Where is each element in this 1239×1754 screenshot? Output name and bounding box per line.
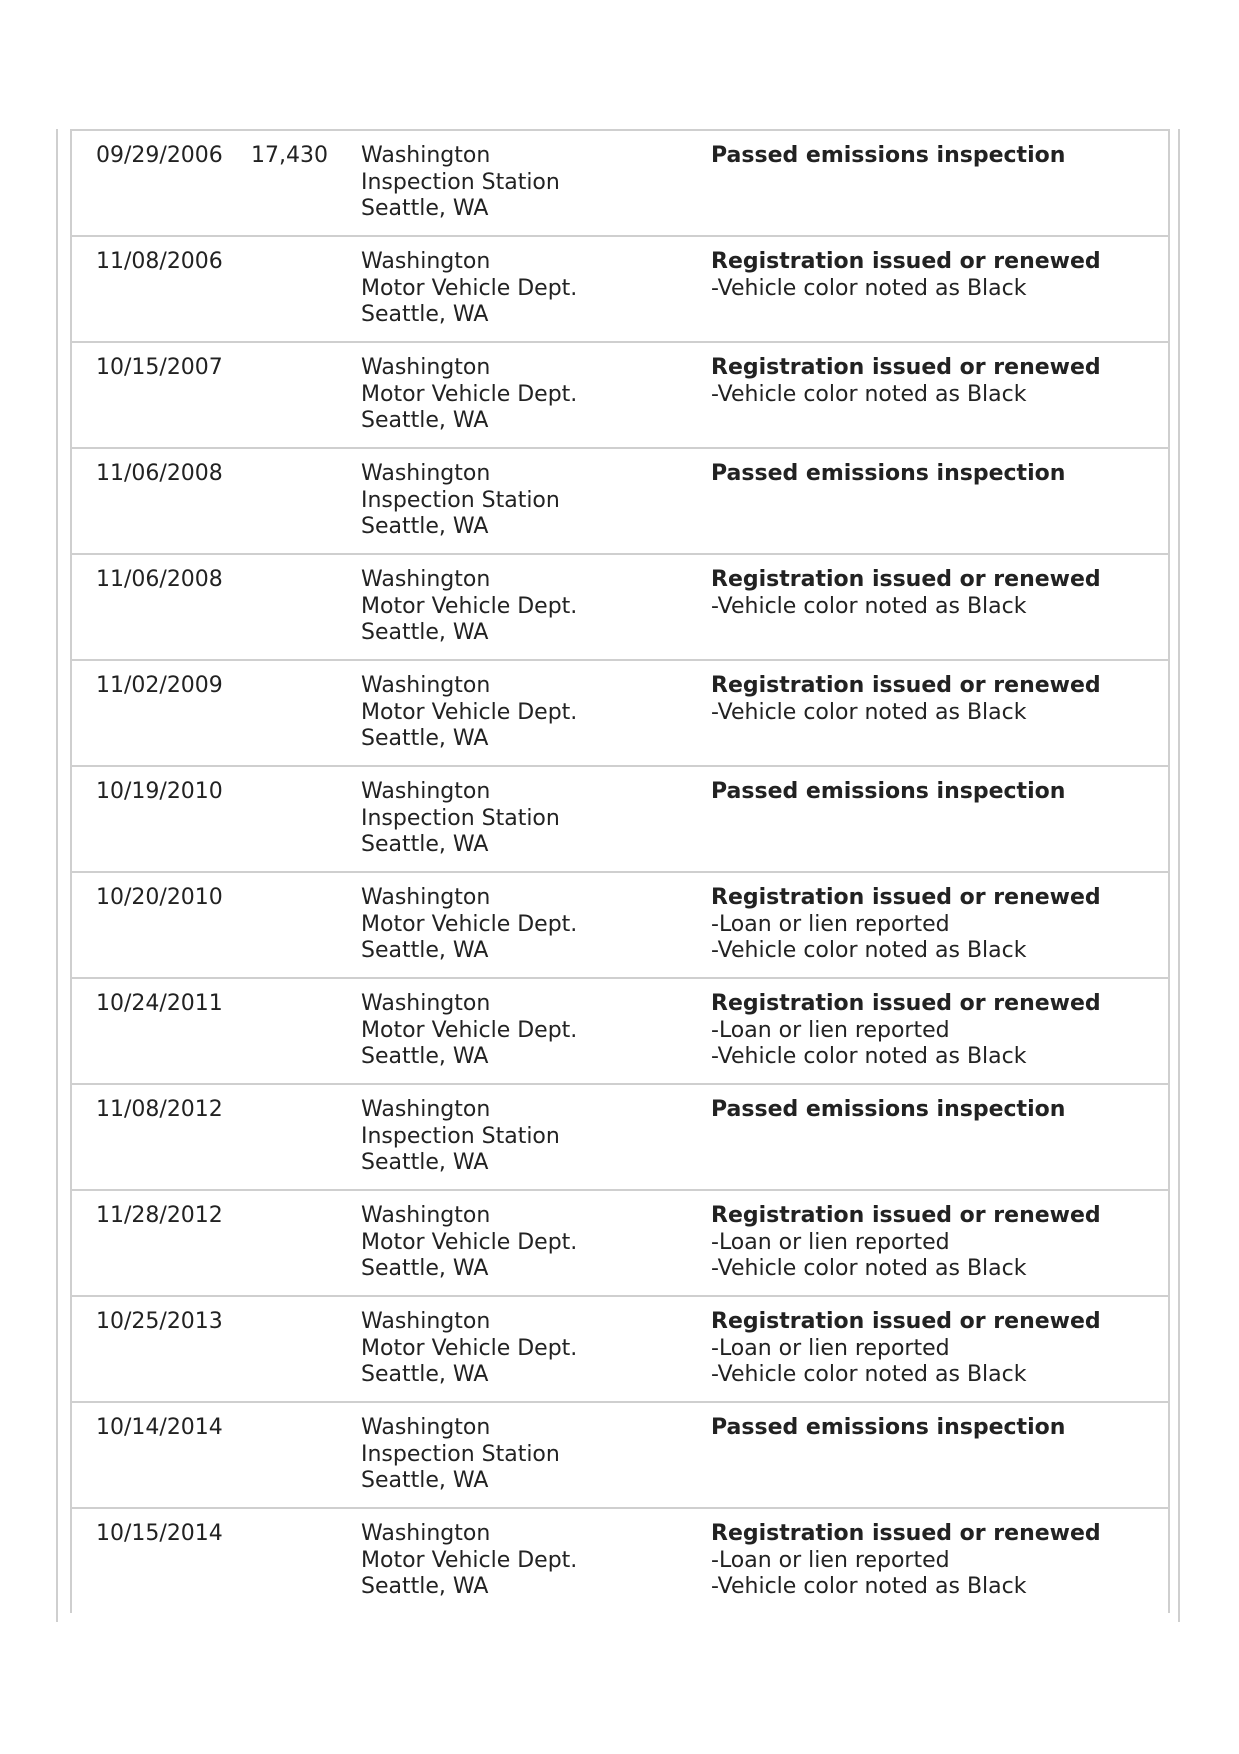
table-row (72, 767, 1168, 873)
source-line: Seattle, WA (361, 1574, 489, 1599)
row-source (361, 991, 577, 1071)
source-line: Washington (361, 1203, 491, 1228)
source-line: Washington (361, 1415, 491, 1440)
row-date: 10/14/2014 (96, 1415, 223, 1440)
row-details (711, 1203, 1101, 1283)
source-line: Seattle, WA (361, 408, 489, 433)
table-row (72, 1085, 1168, 1191)
event-note: -Vehicle color noted as Black (711, 275, 1027, 301)
event-title: Registration issued or renewed (711, 1203, 1101, 1228)
source-line: Motor Vehicle Dept. (361, 1017, 578, 1043)
source-line: Washington (361, 567, 491, 592)
source-line: Washington (361, 1097, 491, 1122)
source-line: Washington (361, 461, 491, 486)
row-source (361, 1415, 560, 1495)
row-date: 11/02/2009 (96, 673, 223, 698)
event-title: Registration issued or renewed (711, 249, 1101, 274)
row-source (361, 143, 560, 223)
source-line: Washington (361, 991, 491, 1016)
page-border-left (56, 129, 58, 1622)
row-date: 10/25/2013 (96, 1309, 223, 1334)
table-row (72, 449, 1168, 555)
event-title: Passed emissions inspection (711, 143, 1066, 168)
event-title: Registration issued or renewed (711, 991, 1101, 1016)
row-source (361, 1203, 577, 1283)
event-note: -Loan or lien reported (711, 911, 950, 937)
source-line: Washington (361, 673, 491, 698)
row-mileage: 17,430 (251, 143, 328, 168)
event-note: -Loan or lien reported (711, 1547, 950, 1573)
event-title: Registration issued or renewed (711, 1521, 1101, 1546)
event-note: -Vehicle color noted as Black (711, 381, 1027, 407)
row-source (361, 461, 560, 541)
event-title: Passed emissions inspection (711, 461, 1066, 486)
row-source (361, 355, 577, 435)
row-date: 11/28/2012 (96, 1203, 223, 1228)
source-line: Seattle, WA (361, 1362, 489, 1387)
row-details (711, 885, 1101, 965)
row-details (711, 1309, 1101, 1389)
row-source (361, 885, 577, 965)
event-note: -Vehicle color noted as Black (711, 1256, 1027, 1281)
source-line: Inspection Station (361, 805, 560, 831)
event-title: Registration issued or renewed (711, 1309, 1101, 1334)
event-title: Passed emissions inspection (711, 779, 1066, 804)
row-details (711, 143, 1065, 170)
source-line: Motor Vehicle Dept. (361, 1547, 578, 1573)
row-date: 10/20/2010 (96, 885, 223, 910)
row-date: 11/08/2006 (96, 249, 223, 274)
table-row (72, 1297, 1168, 1403)
table-row (72, 1509, 1168, 1613)
source-line: Seattle, WA (361, 1256, 489, 1281)
event-title: Registration issued or renewed (711, 567, 1101, 592)
source-line: Washington (361, 355, 491, 380)
event-note: -Vehicle color noted as Black (711, 699, 1027, 725)
event-title: Registration issued or renewed (711, 673, 1101, 698)
event-note: -Loan or lien reported (711, 1229, 950, 1255)
event-note: -Vehicle color noted as Black (711, 1574, 1027, 1599)
row-details (711, 1521, 1101, 1601)
row-date: 11/06/2008 (96, 567, 223, 592)
event-note: -Vehicle color noted as Black (711, 1044, 1027, 1069)
source-line: Motor Vehicle Dept. (361, 1229, 578, 1255)
row-source (361, 249, 577, 329)
source-line: Seattle, WA (361, 938, 489, 963)
row-source (361, 673, 577, 753)
source-line: Motor Vehicle Dept. (361, 911, 578, 937)
row-date: 10/19/2010 (96, 779, 223, 804)
table-row (72, 1191, 1168, 1297)
table-row (72, 555, 1168, 661)
event-title: Passed emissions inspection (711, 1415, 1066, 1440)
source-line: Washington (361, 885, 491, 910)
page-border-right (1178, 129, 1180, 1622)
source-line: Seattle, WA (361, 1468, 489, 1493)
source-line: Motor Vehicle Dept. (361, 699, 578, 725)
source-line: Seattle, WA (361, 302, 489, 327)
row-details (711, 567, 1101, 620)
source-line: Motor Vehicle Dept. (361, 381, 578, 407)
table-row (72, 237, 1168, 343)
row-details (711, 1415, 1065, 1442)
source-line: Washington (361, 143, 491, 168)
table-row (72, 661, 1168, 767)
source-line: Seattle, WA (361, 1150, 489, 1175)
source-line: Washington (361, 1309, 491, 1334)
source-line: Washington (361, 779, 491, 804)
source-line: Motor Vehicle Dept. (361, 275, 578, 301)
row-source (361, 567, 577, 647)
source-line: Seattle, WA (361, 514, 489, 539)
event-title: Passed emissions inspection (711, 1097, 1066, 1122)
row-source (361, 1097, 560, 1177)
event-note: -Vehicle color noted as Black (711, 938, 1027, 963)
table-row (72, 1403, 1168, 1509)
row-details (711, 673, 1101, 726)
row-details (711, 461, 1065, 488)
source-line: Motor Vehicle Dept. (361, 1335, 578, 1361)
event-note: -Vehicle color noted as Black (711, 593, 1027, 619)
row-details (711, 991, 1101, 1071)
source-line: Seattle, WA (361, 726, 489, 751)
source-line: Inspection Station (361, 169, 560, 195)
source-line: Inspection Station (361, 1441, 560, 1467)
event-note: -Loan or lien reported (711, 1335, 950, 1361)
row-date: 10/24/2011 (96, 991, 223, 1016)
row-date: 11/06/2008 (96, 461, 223, 486)
row-source (361, 1309, 577, 1389)
source-line: Washington (361, 249, 491, 274)
row-details (711, 779, 1065, 806)
source-line: Seattle, WA (361, 1044, 489, 1069)
row-source (361, 779, 560, 859)
row-details (711, 355, 1101, 408)
event-note: -Vehicle color noted as Black (711, 1362, 1027, 1387)
event-title: Registration issued or renewed (711, 355, 1101, 380)
event-title: Registration issued or renewed (711, 885, 1101, 910)
source-line: Seattle, WA (361, 620, 489, 645)
row-date: 10/15/2014 (96, 1521, 223, 1546)
source-line: Inspection Station (361, 487, 560, 513)
source-line: Motor Vehicle Dept. (361, 593, 578, 619)
row-date: 09/29/2006 (96, 143, 223, 168)
source-line: Seattle, WA (361, 196, 489, 221)
row-date: 11/08/2012 (96, 1097, 223, 1122)
row-details (711, 249, 1101, 302)
source-line: Seattle, WA (361, 832, 489, 857)
table-row (72, 131, 1168, 237)
row-source (361, 1521, 577, 1601)
row-details (711, 1097, 1065, 1124)
source-line: Washington (361, 1521, 491, 1546)
vehicle-history-table (70, 129, 1170, 1613)
table-row (72, 979, 1168, 1085)
event-note: -Loan or lien reported (711, 1017, 950, 1043)
source-line: Inspection Station (361, 1123, 560, 1149)
row-date: 10/15/2007 (96, 355, 223, 380)
table-row (72, 343, 1168, 449)
table-row (72, 873, 1168, 979)
